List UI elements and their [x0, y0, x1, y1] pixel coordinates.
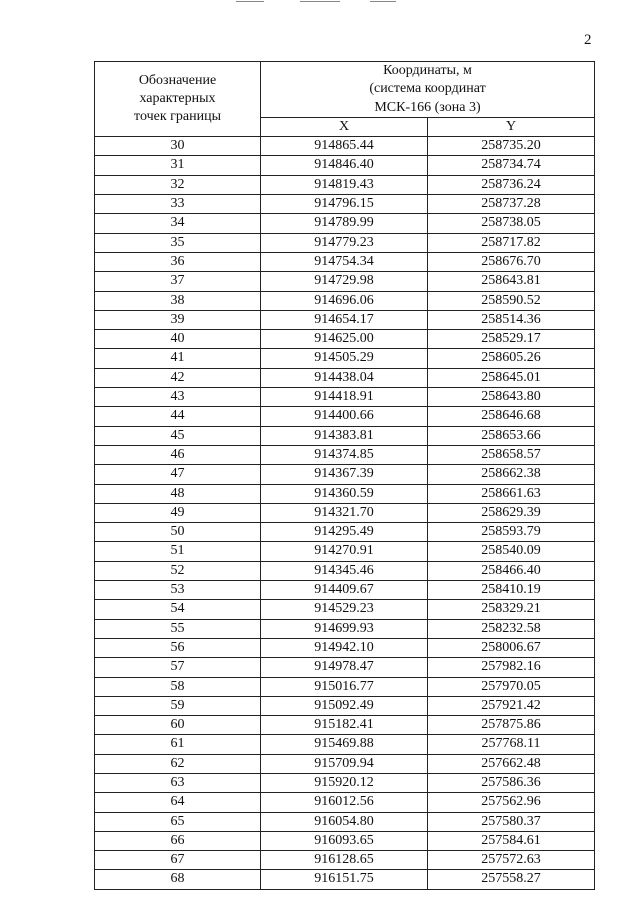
table-row: [95, 426, 595, 445]
point-number-cell: 68: [95, 870, 261, 889]
y-coordinate-cell: 258662.38: [428, 465, 595, 484]
x-coordinate-cell: 914295.49: [261, 523, 428, 542]
y-coordinate-cell: 258737.28: [428, 195, 595, 214]
table-row: [95, 696, 595, 715]
table-row: [95, 388, 595, 407]
x-coordinate-cell: 914729.98: [261, 272, 428, 291]
table-row: [95, 831, 595, 850]
table-row: [95, 638, 595, 657]
y-coordinate-cell: 258232.58: [428, 619, 595, 638]
y-coordinate-cell: 258540.09: [428, 542, 595, 561]
y-coordinate-cell: 258736.24: [428, 175, 595, 194]
x-coordinate-cell: 914438.04: [261, 368, 428, 387]
x-coordinate-cell: 914345.46: [261, 561, 428, 580]
table-row: [95, 484, 595, 503]
table-row: [95, 175, 595, 194]
table-row: [95, 851, 595, 870]
x-coordinate-cell: 915469.88: [261, 735, 428, 754]
point-number-cell: 44: [95, 407, 261, 426]
x-coordinate-cell: 916151.75: [261, 870, 428, 889]
point-number-cell: 32: [95, 175, 261, 194]
x-coordinate-cell: 916093.65: [261, 831, 428, 850]
x-coordinate-cell: 914942.10: [261, 638, 428, 657]
point-number-cell: 41: [95, 349, 261, 368]
y-coordinate-cell: 258514.36: [428, 310, 595, 329]
table-row: [95, 445, 595, 464]
x-coordinate-cell: 916054.80: [261, 812, 428, 831]
header-y: Y: [428, 117, 595, 136]
x-coordinate-cell: 914360.59: [261, 484, 428, 503]
x-coordinate-cell: 914383.81: [261, 426, 428, 445]
header-points-line: Обозначение: [138, 72, 217, 88]
x-coordinate-cell: 914779.23: [261, 233, 428, 252]
x-coordinate-cell: 915092.49: [261, 696, 428, 715]
x-coordinate-cell: 914529.23: [261, 600, 428, 619]
scan-edge-marks: [0, 0, 640, 4]
y-coordinate-cell: 257572.63: [428, 851, 595, 870]
table-row: [95, 677, 595, 696]
x-coordinate-cell: 914846.40: [261, 156, 428, 175]
point-number-cell: 61: [95, 735, 261, 754]
point-number-cell: 50: [95, 523, 261, 542]
point-number-cell: 60: [95, 716, 261, 735]
table-row: [95, 581, 595, 600]
table-row: [95, 542, 595, 561]
scan-mark: [236, 1, 264, 2]
y-coordinate-cell: 258329.21: [428, 600, 595, 619]
table-row: [95, 252, 595, 271]
table-row: [95, 523, 595, 542]
point-number-cell: 48: [95, 484, 261, 503]
y-coordinate-cell: 257580.37: [428, 812, 595, 831]
point-number-cell: 49: [95, 503, 261, 522]
table-row: [95, 330, 595, 349]
x-coordinate-cell: 915709.94: [261, 754, 428, 773]
table-row: [95, 137, 595, 156]
point-number-cell: 52: [95, 561, 261, 580]
table-row: [95, 156, 595, 175]
y-coordinate-cell: 257970.05: [428, 677, 595, 696]
point-number-cell: 39: [95, 310, 261, 329]
header-points-line: точек границы: [134, 109, 221, 125]
point-number-cell: 30: [95, 137, 261, 156]
x-coordinate-cell: 915182.41: [261, 716, 428, 735]
table-row: [95, 600, 595, 619]
point-number-cell: 53: [95, 581, 261, 600]
table-row: [95, 735, 595, 754]
y-coordinate-cell: 258717.82: [428, 233, 595, 252]
x-coordinate-cell: 914625.00: [261, 330, 428, 349]
y-coordinate-cell: 257584.61: [428, 831, 595, 850]
x-coordinate-cell: 914865.44: [261, 137, 428, 156]
x-coordinate-cell: 914754.34: [261, 252, 428, 271]
y-coordinate-cell: 258643.81: [428, 272, 595, 291]
table-row: [95, 310, 595, 329]
x-coordinate-cell: 914367.39: [261, 465, 428, 484]
y-coordinate-cell: 258734.74: [428, 156, 595, 175]
y-coordinate-cell: 258738.05: [428, 214, 595, 233]
y-coordinate-cell: 258529.17: [428, 330, 595, 349]
point-number-cell: 62: [95, 754, 261, 773]
page-number: 2: [584, 32, 592, 48]
point-number-cell: 42: [95, 368, 261, 387]
point-number-cell: 33: [95, 195, 261, 214]
table-row: [95, 754, 595, 773]
header-x: X: [261, 117, 428, 136]
table-row: [95, 716, 595, 735]
table-row: [95, 619, 595, 638]
table-row: [95, 658, 595, 677]
y-coordinate-cell: 258646.68: [428, 407, 595, 426]
header-points-line: характерных: [139, 90, 216, 106]
scan-mark: [370, 1, 396, 2]
table-row: [95, 214, 595, 233]
point-number-cell: 63: [95, 773, 261, 792]
x-coordinate-cell: 916012.56: [261, 793, 428, 812]
point-number-cell: 36: [95, 252, 261, 271]
y-coordinate-cell: 258590.52: [428, 291, 595, 310]
x-coordinate-cell: 914321.70: [261, 503, 428, 522]
point-number-cell: 57: [95, 658, 261, 677]
table-row: [95, 812, 595, 831]
table-row: [95, 407, 595, 426]
y-coordinate-cell: 257982.16: [428, 658, 595, 677]
y-coordinate-cell: 258735.20: [428, 137, 595, 156]
point-number-cell: 51: [95, 542, 261, 561]
point-number-cell: 59: [95, 696, 261, 715]
y-coordinate-cell: 258629.39: [428, 503, 595, 522]
header-coordinates-line: МСК-166 (зона 3): [374, 99, 481, 115]
y-coordinate-cell: 257558.27: [428, 870, 595, 889]
y-coordinate-cell: 258006.67: [428, 638, 595, 657]
x-coordinate-cell: 915016.77: [261, 677, 428, 696]
point-number-cell: 47: [95, 465, 261, 484]
y-coordinate-cell: 257562.96: [428, 793, 595, 812]
y-coordinate-cell: 258653.66: [428, 426, 595, 445]
table-row: [95, 793, 595, 812]
x-coordinate-cell: 914819.43: [261, 175, 428, 194]
point-number-cell: 55: [95, 619, 261, 638]
x-coordinate-cell: 914418.91: [261, 388, 428, 407]
x-coordinate-cell: 914409.67: [261, 581, 428, 600]
x-coordinate-cell: 915920.12: [261, 773, 428, 792]
point-number-cell: 67: [95, 851, 261, 870]
table-row: [95, 773, 595, 792]
y-coordinate-cell: 257875.86: [428, 716, 595, 735]
y-coordinate-cell: 257768.11: [428, 735, 595, 754]
point-number-cell: 45: [95, 426, 261, 445]
coordinates-table: [94, 61, 595, 890]
table-row: [95, 503, 595, 522]
x-coordinate-cell: 914978.47: [261, 658, 428, 677]
x-coordinate-cell: 914654.17: [261, 310, 428, 329]
table-row: [95, 561, 595, 580]
x-coordinate-cell: 914400.66: [261, 407, 428, 426]
point-number-cell: 56: [95, 638, 261, 657]
x-coordinate-cell: 916128.65: [261, 851, 428, 870]
y-coordinate-cell: 257586.36: [428, 773, 595, 792]
x-coordinate-cell: 914789.99: [261, 214, 428, 233]
point-number-cell: 34: [95, 214, 261, 233]
y-coordinate-cell: 258645.01: [428, 368, 595, 387]
table-body: [95, 137, 595, 890]
header-coordinates-line: (система координат: [369, 81, 486, 97]
table-row: [95, 368, 595, 387]
y-coordinate-cell: 258658.57: [428, 445, 595, 464]
table-row: [95, 870, 595, 889]
y-coordinate-cell: 258661.63: [428, 484, 595, 503]
x-coordinate-cell: 914270.91: [261, 542, 428, 561]
y-coordinate-cell: 258605.26: [428, 349, 595, 368]
x-coordinate-cell: 914696.06: [261, 291, 428, 310]
header-coordinates: [261, 62, 595, 118]
table-row: [95, 272, 595, 291]
y-coordinate-cell: 258410.19: [428, 581, 595, 600]
point-number-cell: 35: [95, 233, 261, 252]
point-number-cell: 46: [95, 445, 261, 464]
y-coordinate-cell: 257662.48: [428, 754, 595, 773]
point-number-cell: 38: [95, 291, 261, 310]
point-number-cell: 66: [95, 831, 261, 850]
x-coordinate-cell: 914796.15: [261, 195, 428, 214]
x-coordinate-cell: 914699.93: [261, 619, 428, 638]
table-row: [95, 291, 595, 310]
table-row: [95, 233, 595, 252]
table-row: [95, 465, 595, 484]
header-coordinates-line: Координаты, м: [383, 63, 472, 78]
point-number-cell: 31: [95, 156, 261, 175]
x-coordinate-cell: 914505.29: [261, 349, 428, 368]
point-number-cell: 64: [95, 793, 261, 812]
table-row: [95, 349, 595, 368]
point-number-cell: 58: [95, 677, 261, 696]
y-coordinate-cell: 258466.40: [428, 561, 595, 580]
y-coordinate-cell: 258676.70: [428, 252, 595, 271]
y-coordinate-cell: 257921.42: [428, 696, 595, 715]
point-number-cell: 40: [95, 330, 261, 349]
point-number-cell: 37: [95, 272, 261, 291]
scan-mark: [300, 1, 340, 2]
y-coordinate-cell: 258593.79: [428, 523, 595, 542]
header-points: [95, 62, 261, 137]
point-number-cell: 54: [95, 600, 261, 619]
y-coordinate-cell: 258643.80: [428, 388, 595, 407]
point-number-cell: 65: [95, 812, 261, 831]
x-coordinate-cell: 914374.85: [261, 445, 428, 464]
point-number-cell: 43: [95, 388, 261, 407]
table-row: [95, 195, 595, 214]
